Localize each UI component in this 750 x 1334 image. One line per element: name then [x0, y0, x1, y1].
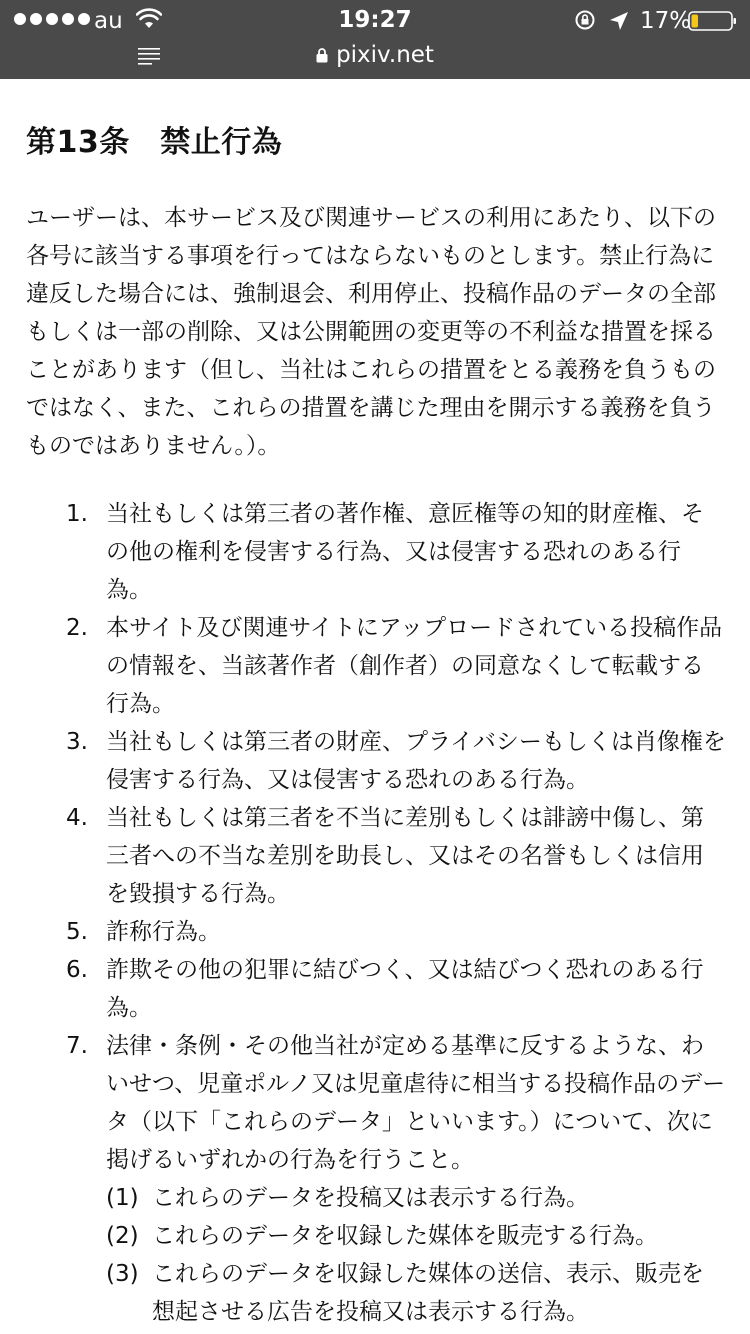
list-item-number: 3.	[66, 729, 88, 755]
sub-list-item-text: これらのデータを収録した媒体を販売する行為。	[152, 1223, 658, 1249]
list-item-text: 当社もしくは第三者の著作権、意匠権等の知的財産権、その他の権利を侵害する行為、又は侵害する恐れのある行為。	[106, 501, 704, 603]
list-item-number: 1.	[66, 501, 88, 527]
list-item-text: 当社もしくは第三者の財産、プライバシーもしくは肖像権を侵害する行為、又は侵害する恐れのある行為。	[106, 729, 726, 793]
sub-list-item-number: (1)	[106, 1185, 139, 1211]
list-item-text: 詐称行為。	[106, 919, 221, 945]
list-item	[26, 799, 726, 913]
carrier-name: au	[94, 8, 123, 34]
browser-top-bar	[0, 0, 750, 79]
list-item	[26, 609, 726, 723]
lock-icon	[316, 47, 328, 63]
sub-list-item	[106, 1179, 726, 1217]
list-item-text: 本サイト及び関連サイトにアップロードされている投稿作品の情報を、当該著作者（創作者）の同意なくして転載する行為。	[106, 615, 723, 717]
status-time: 19:27	[338, 7, 412, 33]
list-item-text: 当社もしくは第三者を不当に差別もしくは誹謗中傷し、第三者への不当な差別を助長し、又はその名誉もしくは信用を毀損する行為。	[106, 805, 704, 907]
list-item-number: 2.	[66, 615, 88, 641]
list-item-number: 7.	[66, 1033, 88, 1059]
sub-list-item	[106, 1255, 726, 1331]
list-item	[26, 495, 726, 609]
list-item	[26, 1027, 726, 1331]
sub-list-item	[106, 1217, 726, 1255]
list-item	[26, 951, 726, 1027]
list-item-number: 6.	[66, 957, 88, 983]
list-item	[26, 723, 726, 799]
status-bar	[0, 0, 750, 40]
url-text: pixiv.net	[336, 42, 434, 68]
rotation-lock-icon	[574, 9, 596, 31]
prohibited-acts-list	[26, 495, 726, 1331]
article-title: 第13条 禁止行為	[26, 125, 283, 160]
sub-list-item-number: (2)	[106, 1223, 139, 1249]
address-bar[interactable]	[0, 40, 750, 70]
list-item-number: 5.	[66, 919, 88, 945]
list-item-text: 法律・条例・その他当社が定める基準に反するような、わいせつ、児童ポルノ又は児童虐待に相当する投稿作品のデータ（以下「これらのデータ」といいます。）について、次に掲げるいずれかの行為を行うこと。	[106, 1033, 726, 1173]
sub-list-item-number: (3)	[106, 1261, 139, 1287]
battery-percentage: 17%	[640, 8, 692, 34]
location-arrow-icon	[608, 10, 630, 32]
sub-list	[106, 1179, 726, 1331]
article-intro: ユーザーは、本サービス及び関連サービスの利用にあたり、以下の各号に該当する事項を行ってはならないものとします。禁止行為に違反した場合には、強制退会、利用停止、投稿作品のデータの全部もしくは一部の削除、又は公開範囲の変更等の不利益な措置を採ることがあります（但し、当社はこれらの措置をとる義務を負うものではなく、また、これらの措置を講じた理由を開示する義務を負うものではありません。）。	[26, 205, 716, 459]
list-item-number: 4.	[66, 805, 88, 831]
sub-list-item-text: これらのデータを収録した媒体の送信、表示、販売を想起させる広告を投稿又は表示する行為。	[152, 1261, 704, 1325]
sub-list-item-text: これらのデータを投稿又は表示する行為。	[152, 1185, 589, 1211]
list-item-text: 詐欺その他の犯罪に結びつく、又は結びつく恐れのある行為。	[106, 957, 704, 1021]
battery-icon	[688, 11, 738, 31]
list-item	[26, 913, 726, 951]
article	[26, 79, 726, 1331]
